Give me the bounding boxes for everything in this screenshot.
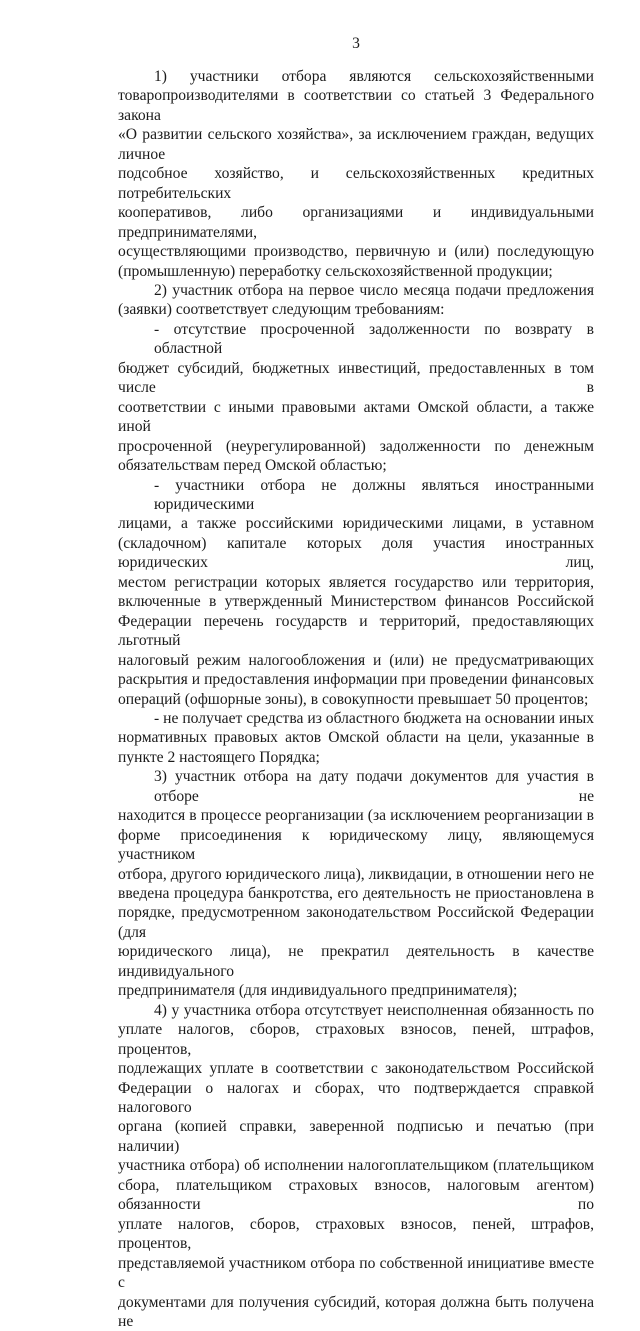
- text-line: просроченной (неурегулированной) задолженности по денежным: [118, 437, 594, 455]
- text-line: (промышленную) переработку сельскохозяйственной продукции;: [118, 262, 553, 280]
- text-line: уплате налогов, сборов, страховых взносов, пеней, штрафов, процентов,: [118, 1215, 594, 1253]
- text-line: операций (офшорные зоны), в совокупности превышает 50 процентов;: [118, 690, 589, 708]
- text-line: введена процедура банкротства, его деятельность не приостановлена в: [118, 885, 594, 903]
- text-line: юридического лица), не прекратил деятельность в качестве индивидуального: [118, 943, 594, 980]
- text-line: - участники отбора не должны являться иностранными юридическими: [154, 476, 594, 513]
- text-line: находится в процессе реорганизации (за исключением реорганизации в: [118, 807, 594, 825]
- text-line: кооперативов, либо организациями и индивидуальными предпринимателями,: [118, 204, 594, 241]
- text-line: 4) у участника отбора отсутствует неисполненная обязанность по: [154, 1001, 594, 1019]
- text-line: 2) участник отбора на первое число месяца подачи предложения: [154, 281, 594, 299]
- text-line: предпринимателя (для индивидуального предпринимателя);: [118, 982, 518, 1000]
- text-line: соответствии с иными правовыми актами Омской области, а также иной: [118, 398, 594, 436]
- text-line: «О развитии сельского хозяйства», за исключением граждан, ведущих личное: [118, 126, 594, 163]
- text-line: документами для получения субсидий, которая должна быть получена не: [118, 1293, 594, 1330]
- text-line: налоговый режим налогообложения и (или) не предусматривающих: [118, 651, 594, 669]
- text-line: бюджет субсидий, бюджетных инвестиций, предоставленных в том числе в: [118, 359, 594, 397]
- paragraph: [118, 709, 594, 767]
- text-line: осуществляющими производство, первичную и (или) последующую: [118, 243, 594, 261]
- text-line: обязательствам перед Омской областью;: [118, 457, 387, 475]
- text-line: пункте 2 настоящего Порядка;: [118, 748, 320, 766]
- text-line: подсобное хозяйство, и сельскохозяйственных кредитных потребительских: [118, 165, 594, 202]
- text-line: товаропроизводителями в соответствии со статьей 3 Федерального закона: [118, 87, 594, 124]
- text-line: органа (копией справки, заверенной подписью и печатью (при наличии): [118, 1118, 594, 1155]
- text-line: раскрытия и предоставления информации при проведении финансовых: [118, 671, 594, 689]
- text-line: сбора, плательщиком страховых взносов, налоговым агентом) обязанности по: [118, 1176, 594, 1214]
- text-line: Федерации о налогах и сборах, что подтверждается справкой налогового: [118, 1079, 594, 1117]
- paragraph: [118, 67, 594, 281]
- page-number: 3: [352, 35, 360, 52]
- text-line: отбора, другого юридического лица), ликвидации, в отношении него не: [118, 865, 594, 883]
- text-line: Федерации перечень государств и территорий, предоставляющих льготный: [118, 612, 594, 650]
- text-line: включенные в утвержденный Министерством финансов Российской: [118, 593, 594, 611]
- paragraph: [118, 1001, 594, 1331]
- text-line: - отсутствие просроченной задолженности по возврату в областной: [154, 320, 594, 358]
- paragraph: [118, 767, 594, 1000]
- text-line: лицами, а также российскими юридическими лицами, в уставном: [118, 515, 594, 533]
- text-line: уплате налогов, сборов, страховых взносов, пеней, штрафов, процентов,: [118, 1021, 594, 1058]
- text-line: - не получает средства из областного бюджета на основании иных: [154, 709, 594, 727]
- paragraph: [118, 320, 594, 476]
- text-line: местом регистрации которых является государство или территория,: [118, 573, 594, 591]
- text-line: форме присоединения к юридическому лицу, являющемуся участником: [118, 826, 594, 864]
- text-line: 1) участники отбора являются сельскохозяйственными: [154, 68, 594, 85]
- text-line: подлежащих уплате в соответствии с законодательством Российской: [118, 1060, 594, 1078]
- text-line: (заявки) соответствует следующим требованиям:: [118, 301, 445, 319]
- text-line: 3) участник отбора на дату подачи документов для участия в отборе не: [154, 768, 594, 805]
- paragraph: [118, 476, 594, 709]
- text-line: (складочном) капитале которых доля участия иностранных юридических лиц,: [118, 534, 594, 572]
- paragraph: [118, 281, 594, 320]
- text-line: порядке, предусмотренном законодательством Российской Федерации (для: [118, 904, 594, 941]
- text-line: нормативных правовых актов Омской области на цели, указанные в: [118, 729, 594, 747]
- text-line: представляемой участником отбора по собственной инициативе вместе с: [118, 1254, 594, 1292]
- document-body: [118, 67, 594, 1331]
- text-line: участника отбора) об исполнении налогоплательщиком (плательщиком: [118, 1157, 594, 1175]
